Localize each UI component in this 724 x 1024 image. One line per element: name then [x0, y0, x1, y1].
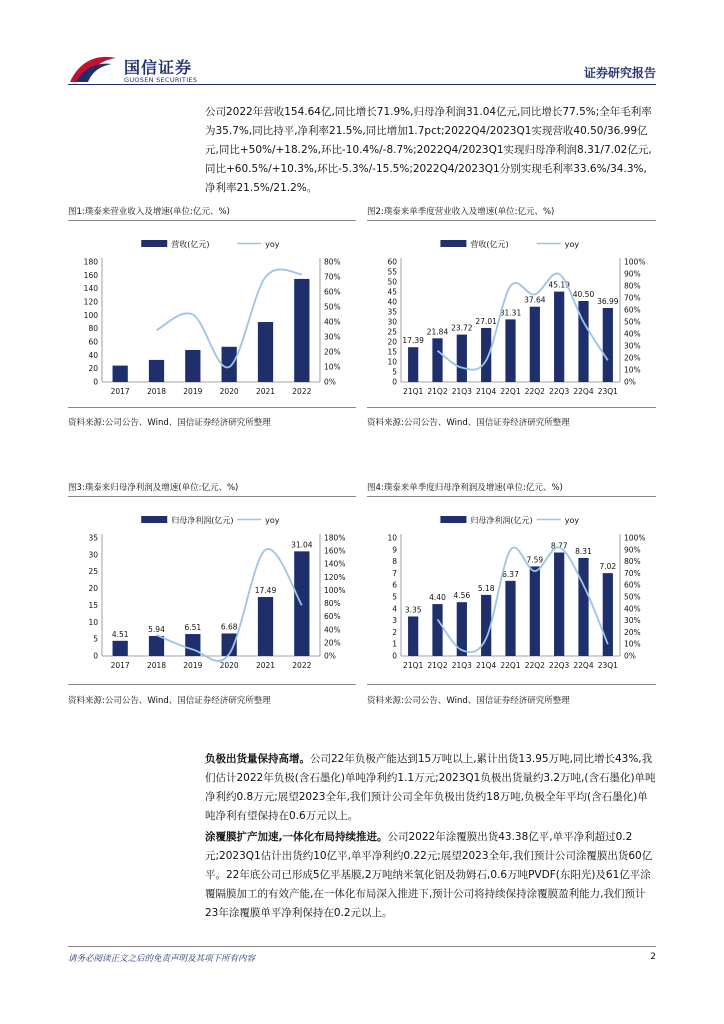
anode-paragraph-lead: 负极出货量保持高增。 [205, 753, 310, 765]
y-left-tick-label: 20 [387, 337, 397, 347]
separator-paragraph-lead: 涂覆膜扩产加速,一体化布局持续推进。 [205, 831, 388, 843]
separator-paragraph [205, 828, 656, 923]
y-right-tick-label: 60% [624, 305, 641, 315]
x-tick-label: 2019 [183, 387, 203, 396]
revenue-bar [258, 322, 273, 382]
y-left-tick-label: 2 [392, 627, 397, 637]
y-right-tick-label: 70% [624, 568, 641, 578]
y-right-tick-label: 160% [324, 546, 346, 556]
y-right-tick-label: 50% [624, 592, 641, 602]
y-left-tick-label: 5 [392, 367, 397, 377]
bar-data-label: 6.68 [220, 622, 238, 632]
y-right-tick-label: 60% [324, 612, 341, 622]
revenue-bar [530, 307, 540, 382]
x-tick-label: 2020 [219, 387, 239, 396]
y-left-tick-label: 5 [93, 634, 98, 644]
revenue-bar [505, 319, 515, 382]
figure-2-rule [367, 220, 656, 221]
y-left-tick-label: 1 [392, 639, 397, 649]
bar-data-label: 8.31 [575, 546, 592, 556]
x-tick-label: 23Q1 [597, 661, 618, 670]
revenue-bar [294, 279, 309, 382]
bar-data-label: 4.40 [429, 593, 446, 603]
y-left-tick-label: 20 [88, 584, 98, 594]
x-tick-label: 2018 [146, 661, 167, 670]
figure-4-chart [367, 502, 656, 678]
bar-data-label: 23.72 [451, 323, 473, 333]
y-left-tick-label: 0 [392, 377, 397, 387]
figure-4-title: 图4:璞泰来单季度归母净利润及增速(单位:亿元、%) [367, 483, 563, 493]
y-right-tick-label: 80% [324, 599, 341, 609]
bar-data-label: 4.51 [111, 629, 129, 639]
bar-data-label: 21.84 [426, 327, 449, 337]
legend-bar-swatch [440, 240, 466, 247]
x-tick-label: 2017 [110, 387, 130, 396]
x-tick-label: 2017 [110, 661, 130, 670]
y-right-tick-label: 40% [324, 317, 341, 327]
y-left-tick-label: 30 [387, 317, 397, 327]
revenue-bar [554, 292, 564, 382]
x-tick-label: 21Q3 [451, 387, 472, 396]
revenue-bar [432, 338, 442, 382]
y-left-tick-label: 5 [392, 592, 397, 602]
legend-line-label: yoy [564, 240, 580, 249]
bar-data-label: 7.59 [526, 555, 544, 565]
bar-data-label: 40.50 [572, 290, 595, 299]
figure-4-rule [367, 496, 656, 497]
y-left-tick-label: 10 [387, 357, 397, 367]
legend-bar-swatch [141, 516, 167, 523]
x-tick-label: 23Q1 [597, 387, 618, 396]
bar-data-label: 36.99 [597, 297, 619, 307]
page-number: 2 [650, 952, 656, 962]
x-tick-label: 2021 [255, 387, 276, 396]
x-tick-label: 21Q1 [403, 661, 424, 670]
y-left-tick-label: 180 [83, 257, 98, 267]
x-tick-label: 21Q4 [476, 661, 497, 670]
y-right-tick-label: 100% [324, 585, 346, 595]
footer-divider [68, 946, 656, 947]
x-tick-label: 22Q3 [549, 661, 570, 670]
figure-1-source: 资料来源:公司公告、Wind、国信证券经济研究所整理 [68, 418, 271, 428]
bar-data-label: 31.31 [499, 308, 522, 318]
figure-2-source: 资料来源:公司公告、Wind、国信证券经济研究所整理 [367, 418, 570, 428]
anode-paragraph [205, 750, 656, 826]
bar-data-label: 3.35 [404, 605, 422, 615]
figure-3-chart [68, 502, 356, 678]
legend-bar-label: 归母净利润(亿元) [470, 516, 533, 525]
revenue-bar [149, 636, 164, 656]
bar-data-label: 7.02 [599, 562, 617, 572]
revenue-bar [530, 566, 540, 656]
y-left-tick-label: 30 [88, 550, 98, 560]
y-right-tick-label: 20% [624, 353, 641, 363]
figure-1-chart [68, 226, 356, 404]
figure-2-chart [367, 226, 656, 404]
figure-3-rule [68, 496, 356, 497]
y-right-tick-label: 80% [624, 281, 641, 291]
bar-data-label: 17.49 [254, 586, 277, 596]
revenue-bar [113, 366, 128, 382]
y-left-tick-label: 45 [387, 287, 397, 297]
bar-data-label: 4.56 [453, 591, 471, 601]
y-right-tick-label: 180% [324, 533, 346, 543]
y-left-tick-label: 4 [392, 604, 397, 614]
revenue-bar [554, 553, 564, 656]
legend-line-label: yoy [564, 516, 580, 525]
legend-bar-label: 营收(亿元) [171, 240, 210, 249]
figure-4-source: 资料来源:公司公告、Wind、国信证券经济研究所整理 [367, 696, 570, 706]
figure-4-bottom-rule [367, 684, 656, 685]
x-tick-label: 21Q2 [427, 661, 448, 670]
y-left-tick-label: 80 [88, 324, 98, 334]
y-right-tick-label: 10% [624, 365, 641, 375]
y-left-tick-label: 25 [387, 327, 397, 337]
x-tick-label: 22Q2 [524, 661, 545, 670]
legend-bar-swatch [141, 240, 167, 247]
x-tick-label: 21Q2 [427, 387, 448, 396]
bar-data-label: 17.39 [402, 336, 424, 346]
figure-1-title: 图1:璞泰来营业收入及增速(单位:亿元、%) [68, 207, 230, 217]
y-right-tick-label: 90% [624, 545, 641, 555]
y-left-tick-label: 15 [88, 600, 98, 610]
x-tick-label: 21Q1 [403, 387, 424, 396]
y-right-tick-label: 10% [624, 639, 641, 649]
figure-3-bottom-rule [68, 684, 356, 685]
y-left-tick-label: 50 [387, 277, 397, 287]
legend-line-label: yoy [265, 516, 280, 525]
y-right-tick-label: 0% [624, 377, 636, 387]
revenue-bar [481, 328, 491, 382]
y-left-tick-label: 35 [88, 533, 98, 543]
y-left-tick-label: 10 [88, 617, 98, 627]
y-left-tick-label: 3 [392, 616, 397, 626]
y-right-tick-label: 100% [624, 257, 646, 267]
y-left-tick-label: 55 [387, 267, 397, 277]
figure-3-source: 资料来源:公司公告、Wind、国信证券经济研究所整理 [68, 696, 271, 706]
x-tick-label: 22Q3 [549, 387, 570, 396]
bar-data-label: 45.19 [548, 280, 570, 290]
revenue-bar [222, 347, 237, 382]
x-tick-label: 22Q4 [573, 661, 594, 670]
revenue-bar [578, 558, 588, 656]
revenue-bar [258, 597, 273, 656]
y-left-tick-label: 140 [83, 284, 98, 294]
figure-2-title: 图2:璞泰来单季度营业收入及增速(单位:亿元、%) [367, 207, 555, 217]
footer-disclaimer: 请务必阅读正文之后的免责声明及其项下所有内容 [68, 954, 256, 964]
y-right-tick-label: 20% [324, 638, 341, 648]
figure-2-bottom-rule [367, 407, 656, 408]
y-left-tick-label: 160 [83, 270, 98, 280]
y-right-tick-label: 140% [324, 559, 346, 569]
revenue-bar [408, 347, 418, 382]
y-left-tick-label: 0 [93, 651, 98, 661]
bar-data-label: 6.37 [502, 569, 519, 579]
y-left-tick-label: 6 [392, 580, 397, 590]
revenue-bar [113, 641, 128, 656]
y-right-tick-label: 40% [324, 625, 341, 635]
y-right-tick-label: 30% [624, 616, 641, 626]
bar-data-label: 5.94 [148, 624, 165, 634]
y-left-tick-label: 40 [387, 297, 397, 307]
x-tick-label: 2022 [292, 661, 312, 670]
x-tick-label: 22Q1 [500, 661, 521, 670]
bar-data-label: 5.18 [477, 583, 495, 593]
y-left-tick-label: 100 [83, 310, 98, 320]
y-right-tick-label: 50% [624, 317, 641, 327]
y-right-tick-label: 60% [324, 287, 341, 297]
y-left-tick-label: 20 [88, 364, 98, 374]
y-right-tick-label: 30% [324, 332, 341, 342]
intro-paragraph: 公司2022年营收154.64亿,同比增长71.9%,归母净利润31.04亿元,同比增长77.5%;全年毛利率为35.7%,同比持平,净利率21.5%,同比增加1.7pct;2022Q4/2023Q1实现营收40.50/36.99亿元,同比+50%/+18.2%,环比-10.4%/-8.7%;2022Q4/2023Q1实现归母净利润8.31/7.02亿元,同比+60.5%/+10.3%,环比-5.3%/-15.5%;2022Q4/2023Q1分别实现毛利率33.6%/34.3%,净利率21.5%/21.2%。 [205, 106, 652, 194]
x-tick-label: 22Q2 [524, 387, 545, 396]
y-left-tick-label: 25 [88, 567, 98, 577]
y-left-tick-label: 7 [392, 568, 397, 578]
y-left-tick-label: 120 [83, 297, 98, 307]
revenue-bar [149, 360, 164, 382]
y-right-tick-label: 90% [624, 269, 641, 279]
revenue-bar [457, 335, 467, 382]
revenue-bar [432, 604, 442, 656]
figure-3-title: 图3:璞泰来归母净利润及增速(单位:亿元、%) [68, 483, 239, 493]
bar-data-label: 8.77 [550, 541, 568, 551]
y-right-tick-label: 100% [624, 533, 646, 543]
y-left-tick-label: 60 [387, 257, 397, 267]
x-tick-label: 2022 [292, 387, 312, 396]
bar-data-label: 37.64 [524, 295, 546, 305]
y-left-tick-label: 0 [93, 377, 98, 387]
y-right-tick-label: 70% [324, 272, 341, 282]
y-right-tick-label: 20% [324, 347, 341, 357]
guosen-logo-icon [68, 54, 118, 84]
x-tick-label: 21Q3 [451, 661, 472, 670]
anode-paragraph-body: 公司22年负极产能达到15万吨以上,累计出货13.95万吨,同比增长43%,我们估计2022年负极(含石墨化)单吨净利约1.1万元;2023Q1负极出货量约3.2万吨,(含石墨化)单吨净利约0.8万元;展望2023全年,我们预计公司全年负极出货约18万吨,负极全年平均(含石墨化)单吨净利有望保持在0.6万元以上。 [205, 753, 656, 822]
y-right-tick-label: 10% [324, 362, 341, 372]
y-right-tick-label: 0% [624, 651, 636, 661]
header-divider [68, 84, 656, 85]
figure-1-bottom-rule [68, 407, 356, 408]
y-left-tick-label: 15 [387, 347, 397, 357]
revenue-bar [408, 616, 418, 656]
y-left-tick-label: 0 [392, 651, 397, 661]
y-left-tick-label: 9 [392, 545, 397, 555]
y-right-tick-label: 80% [324, 257, 341, 267]
y-left-tick-label: 40 [88, 350, 98, 360]
y-right-tick-label: 0% [324, 651, 336, 661]
x-tick-label: 21Q4 [476, 387, 497, 396]
x-tick-label: 22Q4 [573, 387, 594, 396]
x-tick-label: 2019 [183, 661, 203, 670]
x-tick-label: 22Q1 [500, 387, 521, 396]
y-left-tick-label: 8 [392, 557, 397, 567]
y-right-tick-label: 50% [324, 302, 341, 312]
y-right-tick-label: 80% [624, 557, 641, 567]
y-left-tick-label: 35 [387, 307, 397, 317]
figure-1-rule [68, 220, 356, 221]
y-right-tick-label: 30% [624, 341, 641, 351]
brand-name-cn: 国信证券 [124, 58, 193, 77]
y-right-tick-label: 20% [624, 627, 641, 637]
bar-data-label: 27.01 [475, 316, 497, 326]
y-right-tick-label: 0% [324, 377, 336, 387]
revenue-bar [185, 350, 200, 382]
legend-bar-label: 归母净利润(亿元) [171, 516, 234, 525]
y-right-tick-label: 60% [624, 580, 641, 590]
x-tick-label: 2021 [255, 661, 276, 670]
report-type-label: 证券研究报告 [583, 66, 656, 80]
y-left-tick-label: 10 [387, 533, 397, 543]
bar-data-label: 6.51 [184, 623, 202, 633]
brand-name-en: GUOSEN SECURITIES [124, 76, 198, 84]
separator-paragraph-body: 公司2022年涂覆膜出货43.38亿平,单平净利超过0.2元;2023Q1估计出货约10亿平,单平净利约0.22元;展望2023全年,我们预计公司涂覆膜出货60亿平。22年底公司已形成5亿平基膜,2万吨纳米氧化铝及勃姆石,0.6万吨PVDF(东阳光)及61亿平涂覆隔膜加工的有效产能,在一体化布局深入推进下,预计公司将持续保持涂覆膜盈利能力,我们预计23年涂覆膜单平净利保持在0.2元以上。 [205, 831, 653, 919]
y-right-tick-label: 70% [624, 293, 641, 303]
y-right-tick-label: 40% [624, 604, 641, 614]
legend-line-label: yoy [265, 240, 280, 249]
x-tick-label: 2020 [219, 661, 239, 670]
bar-data-label: 31.04 [291, 540, 313, 550]
y-right-tick-label: 40% [624, 329, 641, 339]
legend-bar-swatch [440, 516, 466, 523]
y-right-tick-label: 120% [324, 572, 346, 582]
x-tick-label: 2018 [146, 387, 167, 396]
revenue-bar [505, 581, 515, 656]
revenue-bar [603, 308, 613, 382]
legend-bar-label: 营收(亿元) [470, 240, 509, 249]
y-left-tick-label: 60 [88, 337, 98, 347]
